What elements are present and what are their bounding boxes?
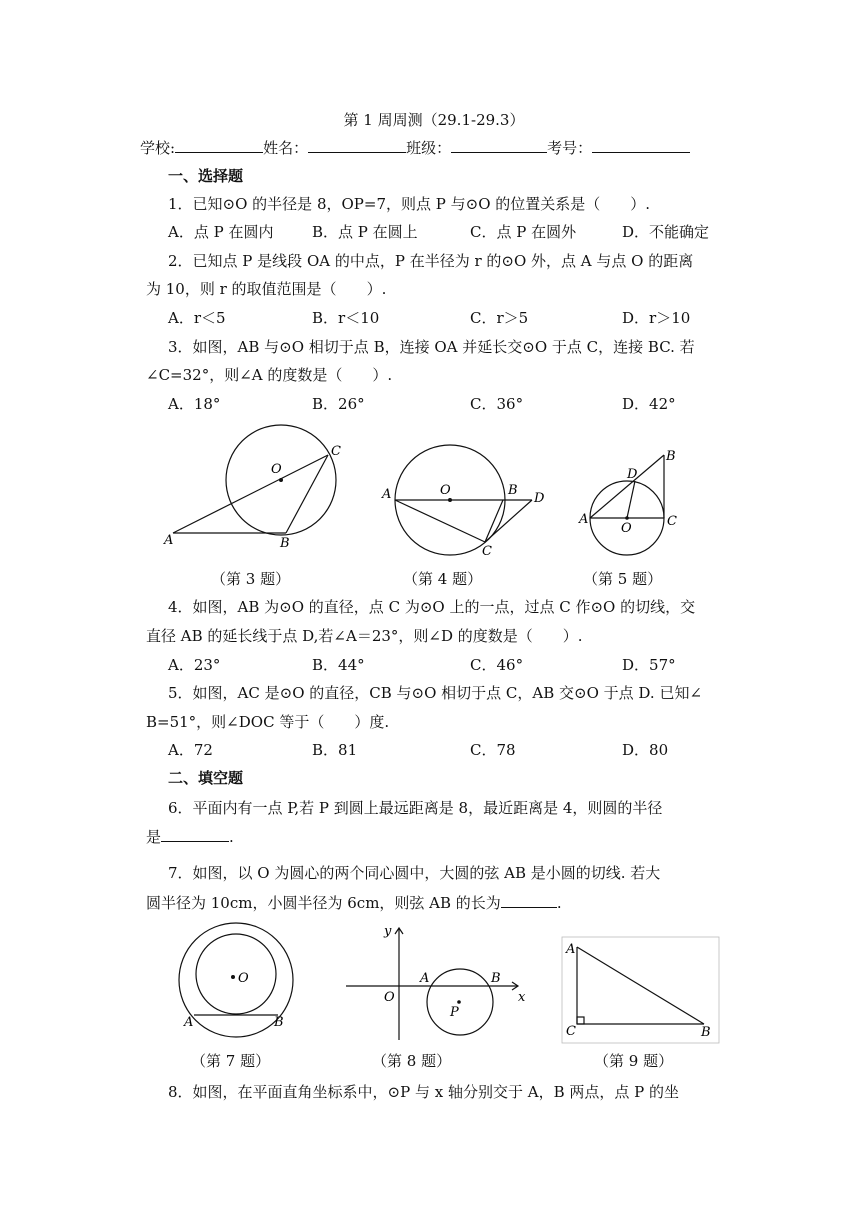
fig8-label-a: A — [420, 971, 430, 986]
question-7-line2 — [146, 892, 562, 913]
figure-4-diagram — [395, 445, 532, 555]
fig5-label-a: A — [579, 512, 589, 527]
figure-3-diagram — [173, 425, 336, 535]
exam-number-label: 考号： — [547, 139, 593, 157]
q4-option-b: B．44° — [312, 656, 365, 674]
caption-figure-9: （第 9 题） — [594, 1052, 674, 1070]
figure-7-center-dot — [231, 975, 235, 979]
student-info-fields — [140, 137, 690, 158]
school-blank — [175, 138, 263, 153]
fig5-label-o: O — [621, 521, 632, 536]
fig9-label-b: B — [701, 1025, 711, 1040]
fig3-label-o: O — [271, 462, 282, 477]
figure-row-2 — [170, 922, 730, 1050]
fig9-label-c: C — [566, 1024, 576, 1039]
q1-option-c: C．点 P 在圆外 — [470, 223, 577, 241]
section-heading-fill: 二、填空题 — [168, 769, 244, 787]
fig8-label-origin: O — [384, 990, 395, 1005]
q3-option-c: C．36° — [470, 395, 524, 413]
name-label: 姓名： — [263, 139, 309, 157]
exam-number-blank — [592, 138, 690, 153]
question-3-line1: 3．如图，AB 与⊙O 相切于点 B，连接 OA 并延长交⊙O 于点 C，连接 BC. 若 — [168, 338, 695, 356]
question-5-line2: B=51°，则∠DOC 等于（ ）度. — [146, 713, 390, 731]
fig5-label-c: C — [667, 514, 677, 529]
q5-option-c: C．78 — [470, 741, 516, 759]
question-1-text: 1．已知⊙O 的半径是 8，OP=7，则点 P 与⊙O 的位置关系是（ ）. — [168, 195, 651, 213]
q2-option-c: C．r＞5 — [470, 309, 529, 327]
q3-option-d: D．42° — [622, 395, 676, 413]
q1-option-d: D．不能确定 — [622, 223, 710, 241]
question-5-line1: 5．如图，AC 是⊙O 的直径，CB 与⊙O 相切于点 C，AB 交⊙O 于点 D. 已知∠ — [168, 684, 703, 702]
q5-option-d: D．80 — [622, 741, 669, 759]
question-2-line2: 为 10，则 r 的取值范围是（ ）. — [146, 280, 387, 298]
figure-3-center-dot — [279, 478, 283, 482]
fig7-label-a: A — [184, 1015, 194, 1030]
caption-figure-5: （第 5 题） — [583, 570, 663, 588]
caption-figure-7: （第 7 题） — [191, 1052, 271, 1070]
question-4-line1: 4．如图，AB 为⊙O 的直径，点 C 为⊙O 上的一点，过点 C 作⊙O 的切线，交 — [168, 598, 696, 616]
q2-option-a: A．r＜5 — [168, 309, 226, 327]
q2-option-d: D．r＞10 — [622, 309, 691, 327]
q4-option-a: A．23° — [168, 656, 221, 674]
q1-option-b: B．点 P 在圆上 — [312, 223, 418, 241]
name-blank — [308, 138, 406, 153]
figure-8-center-dot — [457, 1000, 461, 1004]
fig8-label-y-axis: y — [384, 924, 392, 939]
fig3-label-a: A — [164, 533, 174, 548]
q1-option-a: A．点 P 在圆内 — [168, 223, 274, 241]
figure-9-diagram — [562, 937, 719, 1043]
class-label: 班级： — [406, 139, 452, 157]
figure-5-center-dot — [625, 516, 629, 520]
q4-option-d: D．57° — [622, 656, 676, 674]
question-8-line1: 8．如图，在平面直角坐标系中，⊙P 与 x 轴分别交于 A，B 两点，点 P 的坐 — [168, 1083, 679, 1101]
q2-option-b: B．r＜10 — [312, 309, 380, 327]
figure-4-center-dot — [448, 498, 452, 502]
fig5-label-d: D — [627, 467, 638, 482]
q4-option-c: C．46° — [470, 656, 524, 674]
section-heading-choice: 一、选择题 — [168, 167, 244, 185]
fig4-label-a: A — [382, 487, 392, 502]
q7-prefix: 圆半径为 10cm，小圆半径为 6cm，则弦 AB 的长为 — [146, 894, 501, 912]
q3-option-b: B．26° — [312, 395, 365, 413]
fig8-label-x-axis: x — [518, 990, 526, 1005]
fig9-label-a: A — [566, 942, 576, 957]
question-6-line2 — [146, 826, 234, 847]
question-2-line1: 2．已知点 P 是线段 OA 的中点，P 在半径为 r 的⊙O 外，点 A 与点 O 的距离 — [168, 252, 694, 270]
caption-figure-4: （第 4 题） — [403, 570, 483, 588]
q5-option-b: B．81 — [312, 741, 358, 759]
fig5-label-b: B — [666, 449, 676, 464]
class-blank — [451, 138, 547, 153]
question-3-line2: ∠C=32°，则∠A 的度数是（ ）. — [146, 366, 393, 384]
question-4-line2: 直径 AB 的延长线于点 D,若∠A＝23°，则∠D 的度数是（ ）. — [146, 627, 583, 645]
fig4-label-o: O — [440, 483, 451, 498]
fig7-label-b: B — [274, 1015, 284, 1030]
q7-suffix: . — [556, 894, 562, 912]
fig4-label-c: C — [482, 544, 492, 559]
page-title: 第 1 周周测（29.1-29.3） — [343, 111, 525, 129]
fig4-label-d: D — [534, 491, 545, 506]
q5-option-a: A．72 — [168, 741, 213, 759]
fig3-label-c: C — [331, 444, 341, 459]
caption-figure-3: （第 3 题） — [211, 570, 291, 588]
q6-suffix: . — [229, 828, 234, 846]
fig8-label-p: P — [450, 1005, 459, 1020]
q7-answer-blank — [501, 893, 557, 908]
school-label: 学校: — [140, 139, 176, 157]
question-7-line1: 7．如图，以 O 为圆心的两个同心圆中，大圆的弦 AB 是小圆的切线. 若大 — [168, 864, 661, 882]
q6-answer-blank — [161, 827, 229, 842]
question-6-line1: 6．平面内有一点 P,若 P 到圆上最远距离是 8，最近距离是 4，则圆的半径 — [168, 799, 663, 817]
fig4-label-b: B — [508, 483, 518, 498]
fig3-label-b: B — [280, 536, 290, 551]
figure-row-1 — [160, 418, 720, 563]
fig8-label-b: B — [491, 971, 501, 986]
q3-option-a: A．18° — [168, 395, 221, 413]
q6-prefix: 是 — [146, 828, 162, 846]
fig7-label-o: O — [238, 971, 249, 986]
caption-figure-8: （第 8 题） — [372, 1052, 452, 1070]
